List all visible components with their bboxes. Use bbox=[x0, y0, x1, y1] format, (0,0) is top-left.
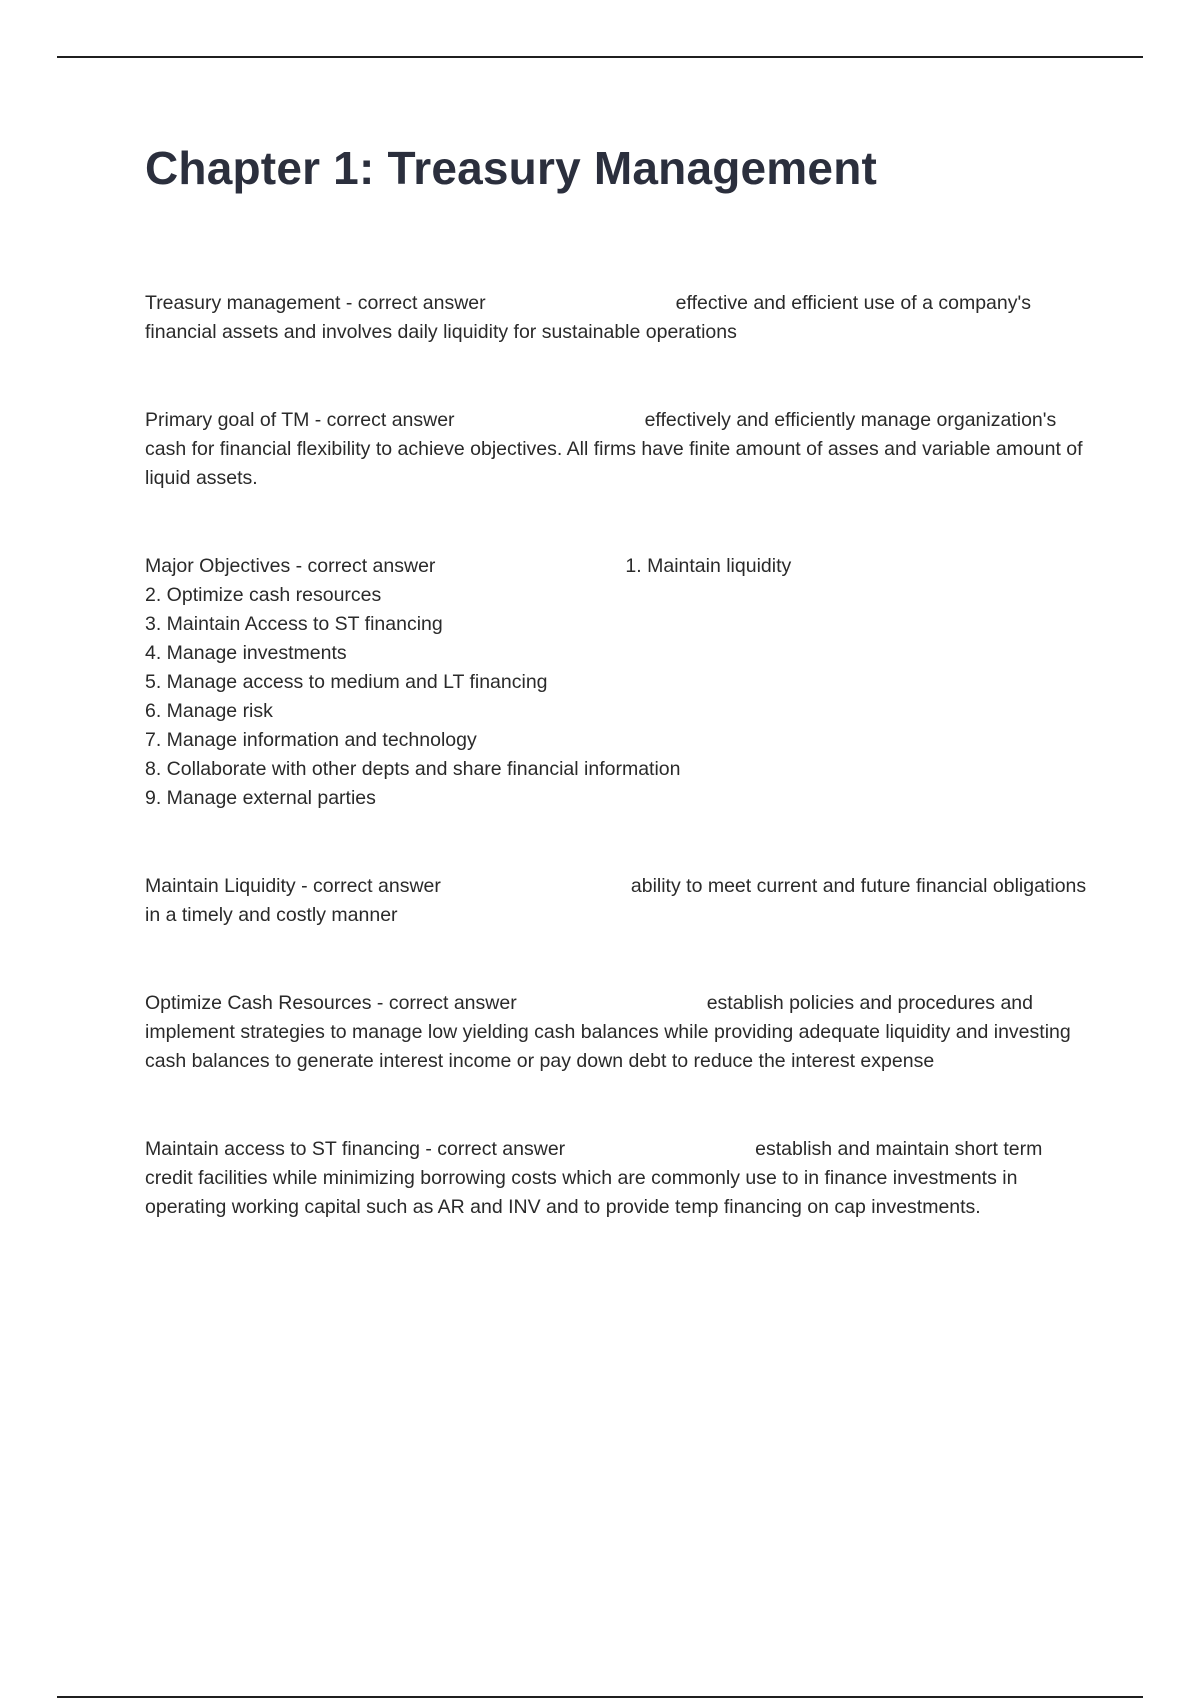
flashcard-text bbox=[145, 552, 1090, 581]
flashcard-list bbox=[145, 289, 1090, 1222]
flashcard bbox=[145, 989, 1090, 1076]
flashcard-text bbox=[145, 872, 1090, 930]
flashcard-term: Treasury management - correct answer bbox=[145, 292, 486, 314]
flashcard-term: Maintain Liquidity - correct answer bbox=[145, 875, 441, 897]
flashcard-term: Primary goal of TM - correct answer bbox=[145, 409, 455, 431]
objective-list-item: 2. Optimize cash resources bbox=[145, 584, 382, 606]
flashcard-answer: ability to meet current and future financial obligations in a timely and costly manner bbox=[145, 875, 1087, 926]
objective-list-item: 3. Maintain Access to ST financing bbox=[145, 613, 443, 635]
flashcard-answer: effective and efficient use of a company's financial assets and involves daily liquidity for sustainable operations bbox=[145, 292, 1031, 343]
document-body bbox=[145, 140, 1090, 1281]
objective-list-item: 7. Manage information and technology bbox=[145, 729, 477, 751]
flashcard bbox=[145, 552, 1090, 813]
flashcard bbox=[145, 406, 1090, 493]
objective-list-item: 5. Manage access to medium and LT financing bbox=[145, 671, 548, 693]
flashcard bbox=[145, 872, 1090, 930]
flashcard-answer: establish and maintain short term credit facilities while minimizing borrowing costs which are commonly use to in finance investments in operating working capital such as AR and INV and to provide temp financing on cap investments. bbox=[145, 1138, 1043, 1218]
top-rule bbox=[57, 56, 1143, 58]
flashcard-text bbox=[145, 989, 1090, 1076]
objective-list-item: 6. Manage risk bbox=[145, 700, 273, 722]
flashcard-text bbox=[145, 289, 1090, 347]
flashcard-text bbox=[145, 1135, 1090, 1222]
flashcard-term: Major Objectives - correct answer bbox=[145, 555, 436, 577]
flashcard bbox=[145, 1135, 1090, 1222]
bottom-rule bbox=[57, 1696, 1143, 1698]
flashcard-answer: establish policies and procedures and implement strategies to manage low yielding cash balances while providing adequate liquidity and investing cash balances to generate interest income or pay down debt to reduce the interest expense bbox=[145, 992, 1071, 1072]
flashcard-answer: effectively and efficiently manage organization's cash for financial flexibility to achieve objectives. All firms have finite amount of asses and variable amount of liquid assets. bbox=[145, 409, 1083, 489]
flashcard-answer: 1. Maintain liquidity bbox=[625, 555, 792, 577]
objective-list-item: 9. Manage external parties bbox=[145, 787, 376, 809]
objective-list-item: 4. Manage investments bbox=[145, 642, 347, 664]
flashcard-text bbox=[145, 406, 1090, 493]
flashcard-term: Optimize Cash Resources - correct answer bbox=[145, 992, 517, 1014]
page-title: Chapter 1: Treasury Management bbox=[145, 142, 878, 194]
objective-list-item: 8. Collaborate with other depts and share financial information bbox=[145, 758, 681, 780]
flashcard-term: Maintain access to ST financing - correct answer bbox=[145, 1138, 566, 1160]
flashcard bbox=[145, 289, 1090, 347]
